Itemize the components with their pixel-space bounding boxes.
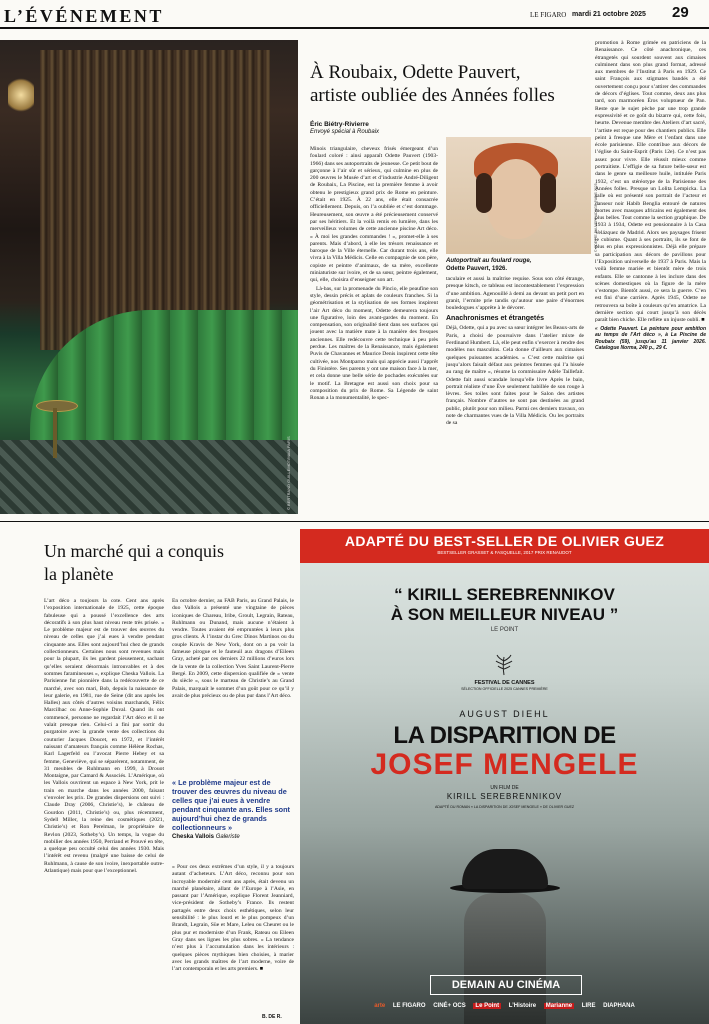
ad-quote-line1: “ KIRILL SEREBRENNIKOV bbox=[394, 585, 615, 604]
caption-line2: Odette Pauvert, 1926. bbox=[446, 266, 508, 272]
subhead: Anachronismes et étrangetés bbox=[446, 315, 545, 323]
face bbox=[486, 159, 546, 239]
ad-banner-title: ADAPTÉ DU BEST-SELLER DE OLIVIER GUEZ bbox=[344, 533, 665, 549]
author: Éric Biétry-Rivierre bbox=[310, 121, 369, 128]
article1-col1-p2: Là-bas, sur la promenade du Pincio, elle peaufine son style, dessin précis et aplats de couleurs franches. Si la géométrisation et la stylisation de ses formes inspirent l’air Art déco du moment, Odette demeurera toujours une figurative, loin des avant-gardes du moment. En compensation, son originalité tient dans ses surfaces qui jouent avec la matière mate à la manière des fresques anciennes. Elle redécouvre cette technique à peu près perdue. Les maîtres de la Renaissance, mais également Puvis de Chavannes et Maurice Denis inspirent cette tête cultivée, nos Montparno mais qui apprécie aussi l’apprêt du Finistère. Ses parents y ont une maison face à la mer, et cela donne une belle série de pochades exécutées sur le motif. La Bretagne est aussi son choix pour sa composition du prix de Rome. Sa Légende de saint Ronan a la monumentalité, le spec- bbox=[310, 285, 438, 402]
article2-col2-p2: « Pour ces deux extrêmes d’un style, il y a toujours autant d’acheteurs. L’Art déco, reconnu pour son incroyable modernité cent ans après, était devenu un marché planétaire, allant de l’Europe à l’Asie, en passant par l’Amérique, explique Florent Jeanniard, vice-président de Sotheby’s France. Ils restent partagés entre deux choix esthétiques, selon leur sensibilité : le plus lourd et le plus pompeux d’un Brandt, Legrain, Süe et Mare, Leleu ou Cheuret ou le plus pur et moderniste d’un Frank, Rateau ou Eileen Gray dans ses lignes les plus sobres. » La tendance n’est plus à l’accumulation dans les intérieurs : quelques pièces mythiques bien choisies, à marier avec les grands maîtres de l’art moderne, voire de l’art contemporain et les arts premiers. ■ bbox=[172, 864, 294, 973]
man-in-hat bbox=[450, 849, 560, 1024]
article2-title-line1: Un marché qui a conquis bbox=[44, 541, 224, 561]
actor-name: AUGUST DIEHL bbox=[459, 709, 550, 719]
article2-signature: B. DE R. bbox=[262, 1014, 282, 1020]
section-title: L’ÉVÉNEMENT bbox=[4, 6, 164, 26]
article1-col3-p1: promotion à Rome grimée en patriciens de la Renaissance. Ce côté anachronique, ces étrangetés qui sourdent souvent aux cimaises culminent dans son plus grand format, adressé aux membres de l’Institut à Paris en 1929. Ce saint François aux stigmates bandés a été ouvertement conçu pour s’attirer des commandes de décors d’églises. Tout comme, deux ans plus tard, son marmoréen Éros voluptueur de Pan. Reste que le sujet pèche par une trop grande expressivité et ce goût du bizarre qui, cette fois, heurte. Devenue membre des Ateliers d’art sacré, l’artiste est reçue pour des chantiers publics. Elle peint à fresque une Mère et l’enfant dans une école parisienne. Elle contribue aux décors de l’église du Saint-Esprit (Paris 12e). Ce n’est pas assez pour vivre. Elle réussit mieux comme portraitiste. L’effigie de sa future belle-sœur est dans le genre sa meilleure huile, intitulée Paris 1932, c’est un stéréotype de la Parisienne des Années folles. Presque un Lolita Lempicka. La salle où est présenté son portrait de l’acteur et danseur noir Habib Benglia entouré de natures mortes avec masques africains est également des plus belles. Tout comme la section graphique. De 1933 à 1934, Odette est pensionnaire à la Casa Velázquez de Madrid. Alors ses paysages frisent le cubisme. Quant à ses portraits, ils se font de plus en plus expressionnistes. Déjà elle prépare sa participation aux décors de pavillons pour l’Exposition universelle de 1937 à Paris. Mais la voilà femme mariée et bientôt mère de trois enfants. Elle se cantonne à les inclure dans des scènes domestiques où la figure de la mère s’estompe. Bientôt aussi, ce sera la guerre. C’en est fini d’une carrière. Après 1945, Odette ne retrouvera sa boîte à couleurs qu’en amatrice. La dernière section qui court jusqu’à son décès paraît bien chiche. Elle reflète un injuste oubli. ■ bbox=[595, 40, 706, 324]
partner-logos bbox=[300, 1003, 709, 1009]
newspaper-name: LE FIGARO bbox=[530, 11, 567, 19]
quote-role: Galeriste bbox=[215, 834, 240, 840]
film-title-line2: JOSEF MENGELE bbox=[370, 748, 639, 781]
page-number: 29 bbox=[672, 4, 689, 21]
festival-name: FESTIVAL DE CANNES bbox=[474, 680, 535, 686]
logo-histoire: L’Histoire bbox=[508, 1003, 537, 1009]
article-title-line1: À Roubaix, Odette Pauvert, bbox=[310, 62, 521, 83]
article2-col1-p1: L’art déco a toujours la cote. Cent ans après l’exposition internationale de 1925, cette époque fabuleuse qui a poussé l’excellence des arts décoratifs à son plus haut niveau reste très prisée. « Le problème majeur est de trouver des œuvres du niveau de celles que j’ai eues à vendre pendant cinquante ans. Elles sont aujourd’hui chez de grands collectionneurs. Certaines nous sont revenues mais pour la plupart, ils les gardent pieusement, sachant qu’elles seraient désormais introuvables et à des sommes faramineuses », explique Cheska Vallois. La Parisienne fut pionnière dans la redécouverte de ce marché, avec son mari, Bob, depuis la naissance de leur galerie, en 1981, rue de Seine (dit ans après les Halles) aux côtés d’autres voisins marchands, Félix Marcilhac ou Anne-Sophie Duval. Quand ils ont commencé, personne ne regardait l’Art déco et il ne valait presque rien. Celui-ci a fini par sortir du purgatoire avec la grande vente des collections du couturier Jacques Doucet, en 1972, et l’intérêt naissant d’amateurs français comme Hélène Rochas, Karl Lagerfeld ou l’avocat Pierre Hebey et sa femme, Geneviève, qui se séparèrent, notamment, de 31 meubles de Ruhlmann en 1999, à Drouot Montaigne, par Camard & Associés. L’Amérique, où les Vallois ouvrirent un espace à New York, prit le train en marche dans les années 2000, faisant s’envoler les prix. De grandes dispersions ont suivi : Claude Dray (2006, Christie’s), le château de Gourdon (2011, Christie’s) ou, plus récemment, Sydell Miller, la reine des cosmétiques (2021, Christie’s) et Ron Perelman, le propriétaire de Revlon (2023, Sotheby’s). Un temps, la vogue du mobilier des années 1950, Perriand et Prouvé en tête, a quelque peu occulté celui des années 1930. Mais l’intérêt est revenu (malgré une baisse de celui de Ruhlmann, à cause de son ivoire, inexportable outre-Atlantique) mais pour que l’exceptionnel. bbox=[44, 598, 164, 874]
interior-photo bbox=[0, 40, 298, 514]
article-title-line2: artiste oubliée des Années folles bbox=[310, 85, 555, 106]
lamp bbox=[8, 75, 34, 115]
photo-credit: © BERTRAND GUILLEMOT/MAIA PARIS bbox=[286, 436, 291, 510]
issue-date: mardi 21 octobre 2025 bbox=[572, 11, 646, 18]
table bbox=[36, 400, 78, 412]
logo-marianne: Marianne bbox=[545, 1003, 573, 1009]
pull-quote-text: « Le problème majeur est de trouver des œuvres du niveau de celles que j’ai eues à vendre pendant cinquante ans. Elles sont aujourd’hui chez de grands collectionneurs » bbox=[172, 778, 290, 832]
ad-banner-sub: BESTSELLER GRASSET & FASQUELLE, 2017 PRIX RENAUDOT bbox=[437, 550, 572, 555]
caption-line1: Autoportrait au foulard rouge, bbox=[446, 258, 532, 264]
article2-col1 bbox=[44, 598, 164, 1018]
quote-author: Cheska Vallois bbox=[172, 834, 215, 840]
article1-col1 bbox=[310, 146, 438, 516]
mosaic-floor bbox=[0, 440, 298, 514]
director-pre: UN FILM DE bbox=[490, 785, 519, 791]
pull-quote bbox=[172, 778, 294, 860]
festival-sub: SÉLECTION OFFICIELLE 2025 CANNES PREMIÈRE bbox=[461, 687, 548, 691]
hair-left bbox=[476, 173, 492, 213]
article2-col2-p1: En octobre dernier, au FAB Paris, au Grand Palais, le duo Vallois a présenté une vingtaine de pièces iconiques de Chareau, Iribe, Groult, Legrain, Rateau, Ruhlmann ou Dunand, mais aucune n’étaient à vendre. Toutes avaient été empruntées à leurs plus gros clients. À l’instar du Grec Dinos Martinos ou du couple Kravis de New York, dont on a pu voir la fameuse pirogue et le fauteuil aux dragons d’Eileen Gray, acheté par ces derniers 22 millions d’euros lors de la vente de la collection Yves Saint Laurent-Pierre Bergé. En 2009, cette dispersion qualifiée de « vente du siècle », sous le marteau de Christie’s au Grand Palais, marquait le sommet d’un goût pour ce qu’il y avait de plus précieux ou de plus pur dans l’Art déco. bbox=[172, 598, 294, 699]
article2-col2 bbox=[172, 598, 294, 774]
article1-col2-p2: Déjà, Odette, qui a pu avec sa sœur intégrer les Beaux-arts de Paris, a choisi de poursuivre dans l’atelier mixte de Ferdinand Humbert. Là, elle peut enfin s’exercer à rendre des modèles nus masculins. Cela donne d’ailleurs aux cimaises quelques puissantes académies. « C’est cette maîtrise qui jusqu’alors faisait défaut aux peintres femmes qui l’a hissée au rang de maître », résume la commissaire Adèle Taillefait. Odette fait aussi scandale lorsqu’elle livre Après le bain, portrait réaliste d’une Ève seulement habillée de son rouge à lèvres. Ses toiles sont faites pour le Salon des artistes français. Nombre d’autres ne sont pas destinées au grand public, plutôt pour son milieu. Parmi ces derniers travaux, on note de charmantes vues de la Villa Médicis. Ou les portraits de sa bbox=[446, 325, 584, 427]
logo-cine: CINÉ+ OCS bbox=[433, 1003, 466, 1009]
logo-figaro: LE FIGARO bbox=[392, 1003, 426, 1009]
logo-diaphana: DIAPHANA bbox=[603, 1003, 635, 1009]
article1-col2 bbox=[446, 276, 584, 516]
mid-rule bbox=[0, 521, 709, 522]
hair-right bbox=[540, 173, 556, 213]
table-leg bbox=[53, 408, 57, 458]
logo-arte: arte bbox=[374, 1003, 386, 1009]
credits: ADAPTÉ DU ROMAN « LA DISPARITION DE JOSEF MENGELE » DE OLIVIER GUEZ bbox=[434, 805, 575, 809]
article2-title-line2: la planète bbox=[44, 564, 114, 584]
film-advertisement[interactable] bbox=[300, 529, 709, 1024]
portrait-credit: © ODETTE PAUVERT/ADAGP, PARIS 2025 bbox=[594, 183, 598, 252]
logo-lire: LIRE bbox=[581, 1003, 596, 1009]
article2-col2b bbox=[172, 864, 294, 1014]
ad-quote-source: LE POINT bbox=[490, 627, 519, 633]
logo-lepoint: Le Point bbox=[475, 1003, 500, 1009]
article1-col1-p1: Minois triangulaire, cheveux frisés émergeant d’un foulard coloré : ainsi apparaît Odette Pauvert (1903-1966) dans ses autoportraits de jeunesse. Ce petit bout de garçonne à l’air sûr et sérieux, qui culmine en plus de 200 œuvres le Musée d’art et d’industrie André-Diligent de Roubaix, La Piscine, est la première femme à avoir obtenu le prestigieux grand prix de Rome en peinture. C’était en 1925. À 22 ans, elle était consacrée officiellement. Depuis, on l’a oubliée et c’est dommage. Heureusement, son œuvre a été précieusement conservé par ses héritiers. Et la voilà remis en lumière, dans les merveilleux volumes de cette ancienne piscine Art déco. « À moi les grandes commandes ! », promet-elle à ses parents. Mais d’abord, à elle les trésors renaissance et baroque de la Ville éternelle. Car durant trois ans, elle vivra à la Villa Médicis. Celle en compagnie de son père, copiste et peintre d’animaux, de sa mère, excellente miniaturiste sur ivoire, et de sa sœur, peintre également, qui, elle, choisira d’enseigner son art. bbox=[310, 146, 438, 284]
director-name: KIRILL SEREBRENNIKOV bbox=[446, 792, 563, 801]
ad-quote-line2: À SON MEILLEUR NIVEAU ” bbox=[390, 605, 619, 624]
film-title-line1: LA DISPARITION DE bbox=[393, 722, 616, 749]
portrait-image bbox=[446, 137, 591, 254]
hat bbox=[462, 849, 548, 889]
release-date[interactable]: DEMAIN AU CINÉMA bbox=[430, 975, 582, 995]
ad-banner bbox=[300, 529, 709, 563]
author-role: Envoyé spécial à Roubaix bbox=[310, 129, 380, 135]
curtain bbox=[40, 50, 270, 350]
header-rule bbox=[0, 27, 709, 29]
palm-icon bbox=[494, 653, 514, 677]
article1-col2-p1: taculaire et aussi la maîtrise requise. Sous son côté étrange, presque kitsch, ce tableau est incontestablement l’expression d’une ambition. Agenouillé à demi au devant un petit port en granit, l’ermite prie tandis qu’autour une paire d’énormes bouledogues s’apprête à le dévorer. bbox=[446, 276, 584, 312]
exhibition-info: « Odette Pauvert. La peinture pour ambition au temps de l’Art déco », à La Piscine de Roubaix (59), jusqu’au 11 janvier 2026. Catalogue Norma, 240 p., 29 €. bbox=[595, 325, 706, 352]
article1-col3 bbox=[595, 40, 706, 516]
